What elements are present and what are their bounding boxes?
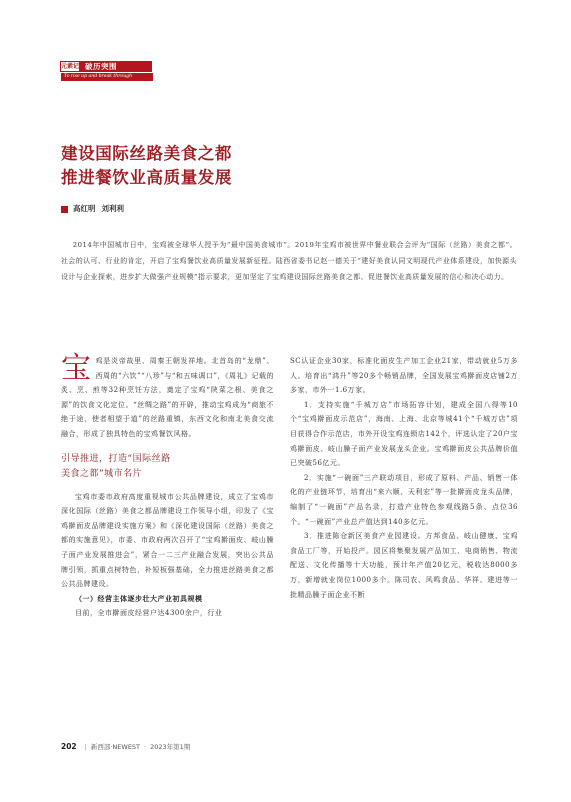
intro-paragraph — [61, 351, 274, 442]
section-heading-1 — [61, 452, 274, 482]
article-title-line1: 建设国际丝路美食之都 — [61, 144, 232, 163]
article-title-line2: 推进餐饮业高质量发展 — [61, 168, 232, 187]
intro-text: 鸡是炎帝故里、周秦王朝发祥地。北首岛的“龙鼎”、西周的“六饮”“八珍”与“和五味调口”，《周礼》记载的炙、烹、煎等32种烹饪方法，奠定了宝鸡“陕菜之根、美食之源”的饮食文化定位。“丝绸之路”的开辟，推动宝鸡成为“商旅不绝于途，使者相望于道”的丝路重镇，东西文化和南北美食交流融合，形成了独具特色的宝鸡餐饮风格。 — [61, 357, 274, 438]
abstract: 2014年中国城市日中，宝鸡被全球华人授予为“最中国美食城市”。2019年宝鸡市被世界中餐业联合会评为“国际（丝路）美食之都”。社会的认可、行业的肯定，开启了宝鸡餐饮业高质量发展新征程。陆西省委书记赵一德关于“建好美食认同文明现代产业体系建设，加快源头设计与企业探索，进步扩大做强产业规模”指示要求，更加坚定了宝鸡建设国际丝路美食之都、促进餐饮业高质量发展的信心和决心动力。 — [61, 241, 517, 281]
drop-cap: 宝 — [61, 351, 92, 386]
section-title: 破历突围 — [85, 62, 117, 71]
footer-divider: · — [144, 742, 147, 751]
right-column — [290, 354, 518, 602]
section-tag: 元素记 — [61, 63, 80, 70]
list-item: 3．推进陈仓新区美食产业园建设。方邦食品、岐山健康、宝鸡食品工厂等，开始投产。园区将集聚发展产品加工、电商销售、物流配送、文化传播等十大功能，预计年产值20亿元，税收达8000多万，新增就业岗位1000多个。陈司农、风鸣食品、华祥、建进等一批精品臊子面企业不断 — [290, 532, 518, 599]
body-paragraph: SC认证企业30家，标准化面皮生产加工企业21家，带动就业5万多人。培育出“鸿升”等20多个畅销品牌，全国发展宝鸡擀面皮店铺2万多家，市外一1.6万家。 — [290, 357, 518, 395]
page-footer — [61, 742, 190, 751]
section-subtitle: To rise up and break through — [61, 73, 153, 81]
author-1: 高红明 — [73, 204, 96, 213]
issue-number: 2023年第1期 — [150, 743, 191, 751]
left-column — [61, 351, 274, 621]
body-paragraph: 目前，全市擀面皮经营户达4300余户，行业 — [75, 609, 223, 618]
section-heading-1-line2: 美食之都”城市名片 — [61, 468, 143, 479]
author-byline — [61, 204, 130, 214]
section-heading-1-line1: 引导推进，打造“国际丝路 — [61, 453, 171, 464]
body-paragraph: 宝鸡市委市政府高度重视城市公共品牌建设，成立了宝鸡市深化国际（丝路）美食之都品牌建设工作领导小组，印发了《宝鸡擀面皮品牌建设实施方案》和《深化建设国际（丝路）美食之都的实施意见》，市委、市政府两次召开了“宝鸡擀面皮、岐山臊子面产业发展推进会”，紧合一二三产业融合发展，突出公共品牌引领，抓重点树特色，补短板强基础，全力推进丝路美食之都公共品牌建设。 — [61, 492, 274, 589]
magazine-name: 新西部·NEWEST — [90, 743, 141, 751]
list-item: 2．实施“一碗面”三产联动项目，形成了原料、产品、销售一体化的产业链环节，培育出“来六顺、天利宏”等一批擀面皮龙头品牌，编制了“一碗面”产品名录，打造产业特色参观线路5条、点位36个。“一碗面”产业总产值达到140多亿元。 — [290, 473, 518, 526]
subheading-1: （一）经营主体逐步壮大产业初具规模 — [75, 594, 203, 603]
article-title — [61, 142, 361, 190]
page-number: 202 — [61, 742, 77, 751]
list-item: 1．支持实施“千城万店”市场拓容计划，建成全国八得等10个“宝鸡擀面皮示范店”，海南、上海、北京等城41个“千城万店”项目获得合作示范店，市外开设宝鸡连锁店142个，评选认定了20户宝鸡擀面皮、岐山臊子面产业发展龙头企业。宝鸡擀面皮公共品牌价值已突破56亿元。 — [290, 400, 518, 468]
author-2: 刘利利 — [101, 204, 124, 213]
byline-square-icon — [61, 206, 68, 213]
footer-divider: | — [84, 742, 87, 751]
